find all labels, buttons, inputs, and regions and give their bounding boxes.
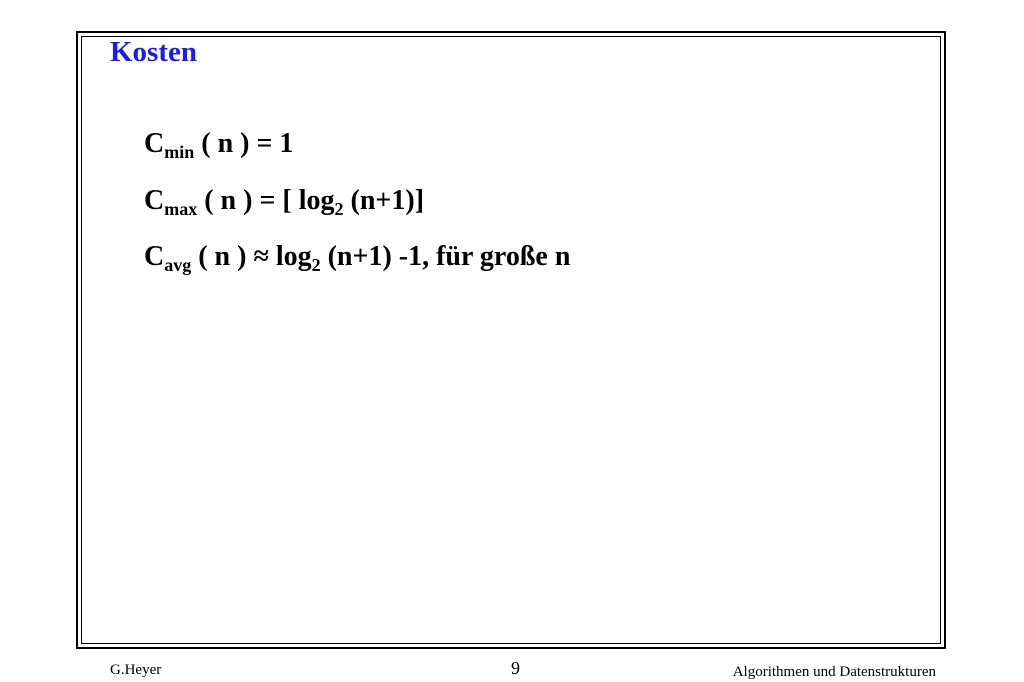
slide-title: Kosten [110,36,197,68]
slide-frame [76,31,946,649]
formula-c-max [144,185,425,219]
footer-author: G.Heyer [110,662,162,678]
formula-middle: ( n ) = [ log [197,185,335,216]
log-base-subscript: 2 [334,199,344,219]
formula-subscript: avg [164,255,192,275]
formula-rest: (n+1)] [343,185,425,216]
log-base-subscript: 2 [311,255,321,275]
formula-middle: ( n ) ≈ log [191,241,312,272]
formula-rest: (n+1) -1, für große n [320,241,571,272]
formula-subscript: max [164,199,198,219]
formula-symbol: C [144,185,165,216]
formula-symbol: C [144,241,165,272]
footer-page-number: 9 [511,658,520,678]
footer-course-title: Algorithmen und Datenstrukturen [732,664,936,680]
formula-symbol: C [144,128,165,159]
formula-c-avg [144,241,571,275]
formula-c-min [144,128,294,162]
formula-subscript: min [164,142,195,162]
formula-rest: ( n ) = 1 [194,128,294,159]
